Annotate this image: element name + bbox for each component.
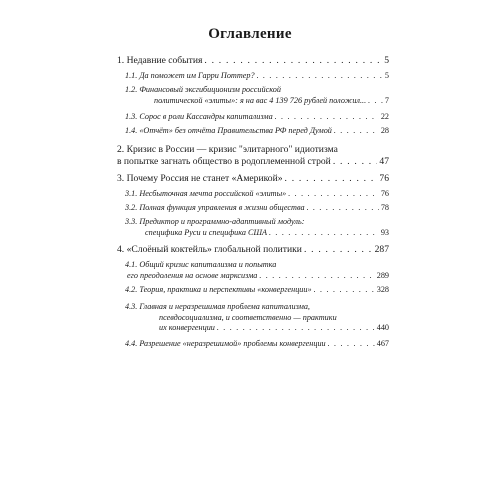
page-number: 93	[380, 227, 389, 237]
toc-entry-text: 4.4. Разрешение «неразрешимой» проблемы конвергенции	[125, 339, 326, 348]
page-number: 287	[374, 244, 389, 255]
page-number: 289	[376, 270, 389, 280]
page-number: 22	[380, 112, 389, 121]
toc-section[interactable]	[125, 302, 389, 334]
toc-section[interactable]	[125, 85, 389, 106]
leader-dots	[285, 173, 378, 185]
leader-dots	[304, 244, 373, 256]
leader-dots	[307, 203, 379, 214]
toc-entry-text: их конвергенции	[159, 323, 215, 332]
toc-entry-text: 1.4. «Отчёт» без отчёта Правительства РФ перед Думой	[125, 126, 332, 135]
toc-entry-text: 1.1. Да поможет им Гарри Поттер?	[125, 71, 255, 80]
leader-dots	[269, 228, 379, 239]
page-number: 5	[384, 71, 389, 80]
leader-dots	[217, 323, 375, 334]
page-number: 328	[376, 285, 389, 294]
leader-dots	[328, 339, 375, 350]
page-number: 28	[380, 126, 389, 135]
toc-entry-text: 4.2. Теория, практика и перспективы «конвергенции»	[125, 285, 312, 294]
toc-entry-text: 4.3. Главная и неразрешимая проблема капитализма,	[125, 302, 310, 311]
page-number: 78	[380, 203, 389, 212]
toc-entry-text: специфика Руси и специфика США	[145, 227, 267, 237]
toc-section[interactable]	[125, 203, 389, 214]
toc-section[interactable]	[125, 339, 389, 350]
toc-section[interactable]	[125, 217, 389, 238]
leader-dots	[368, 96, 383, 107]
page-number: 440	[376, 323, 389, 332]
toc-entry-text: 4. «Слоёный коктейль» глобальной политики	[117, 244, 302, 255]
toc-section[interactable]	[125, 260, 389, 281]
leader-dots	[288, 189, 379, 200]
page-number: 76	[380, 189, 389, 198]
toc-section[interactable]	[125, 126, 389, 137]
leader-dots	[314, 285, 375, 296]
page-number: 7	[384, 95, 389, 105]
toc-entry-text: псевдосоциализма, и соответственно — практики	[159, 312, 337, 322]
toc-section[interactable]	[125, 189, 389, 200]
leader-dots	[204, 55, 382, 67]
toc-section[interactable]	[125, 112, 389, 123]
toc-entry-text: 3.1. Несбыточная мечта российской «элиты»	[125, 189, 287, 198]
toc-entry-text: 4.1. Общий кризис капитализма и попытка	[125, 260, 277, 269]
toc-section[interactable]	[125, 285, 389, 296]
page-number: 467	[376, 339, 389, 348]
page-number: 47	[379, 156, 389, 167]
toc-chapter[interactable]	[117, 244, 389, 256]
toc-section[interactable]	[125, 71, 389, 82]
leader-dots	[259, 271, 374, 282]
toc-chapter[interactable]	[117, 173, 389, 185]
leader-dots	[333, 156, 378, 168]
toc-entry-text: 3.3. Предиктор и программно-адаптивный модуль:	[125, 217, 305, 226]
leader-dots	[275, 112, 379, 123]
leader-dots	[334, 126, 379, 137]
leader-dots	[257, 71, 383, 82]
toc-chapter[interactable]	[117, 55, 389, 67]
page-title: Оглавление	[208, 26, 292, 42]
toc-chapter[interactable]	[117, 144, 389, 168]
toc-entry-text: 1.2. Финансовый эксгибиционизм российской	[125, 85, 281, 94]
page-number: 5	[384, 55, 389, 66]
page-number: 76	[379, 173, 389, 184]
toc-entry-text: политической «элиты»: я на вас 4 139 726 рублей положил...	[154, 95, 367, 105]
toc-entry-text: 3. Почему Россия не станет «Америкой»	[117, 173, 283, 184]
toc-entry-text: 3.2. Полная функция управления в жизни общества	[125, 203, 305, 212]
toc-entry-text: 2. Кризис в России — кризис "элитарного" идиотизма	[117, 144, 338, 155]
toc-entry-text: его преодоления на основе марксизма	[127, 270, 258, 280]
toc-entry-text: в попытке загнать общество в родоплеменной строй	[117, 156, 331, 167]
toc-entry-text: 1. Недавние события	[117, 55, 203, 66]
toc-entry-text: 1.3. Сорос в роли Кассандры капитализма	[125, 112, 273, 121]
